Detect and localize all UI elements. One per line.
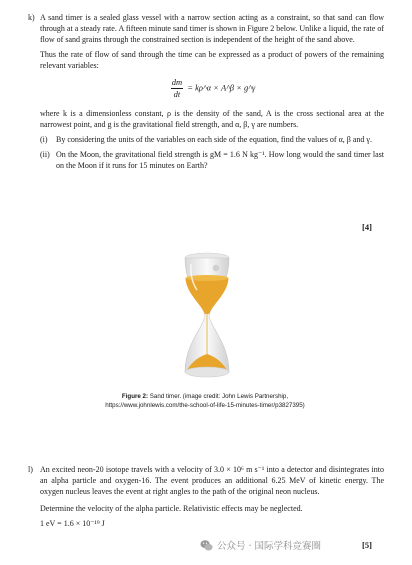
question-l-label: l) — [28, 465, 33, 474]
question-l-task: Determine the velocity of the alpha particle. Relativistic effects may be neglected. — [40, 504, 303, 513]
caption-text: Sand timer. (image credit: John Lewis Partnership, — [149, 393, 289, 400]
eq-numerator: dm — [171, 77, 183, 87]
part-ii — [40, 149, 384, 171]
question-k-intro2: Thus the rate of flow of sand through the time can be expressed as a product of powers of the remaining relevant variables: — [40, 50, 384, 70]
question-k-label: k) — [28, 13, 35, 22]
question-k-marks: [4] — [362, 222, 372, 232]
question-l — [28, 464, 384, 533]
watermark-text: 公众号 · 国际学科竞赛圈 — [217, 541, 322, 552]
question-k-intro: A sand timer is a sealed glass vessel with a narrow section acting as a constraint, so that sand can flow through at a steady rate. A fifteen minute sand timer is shown in Figure 2 below. Unlike a liquid, the rate of flow of sand grains through the constrained section is independent of the height of the sand above. — [40, 13, 384, 44]
flow-rate-equation — [40, 77, 384, 100]
part-ii-text: On the Moon, the gravitational field strength is gM = 1.6 N kg⁻¹. How long would the sand timer last on the Moon if it runs for 15 minutes on Earth? — [56, 150, 384, 170]
part-i-label: (i) — [40, 135, 48, 144]
wechat-icon — [200, 539, 213, 552]
question-l-text: An excited neon-20 isotope travels with a velocity of 3.0 × 10⁶ m s⁻¹ into a detector and disintegrates into an alpha particle and oxygen-16. The event produces an additional 6.25 MeV of kinetic energy. The oxygen nucleus leaves the event at right angles to the path of the original neon nucleus. — [40, 465, 384, 496]
caption-url[interactable]: https://www.johnlewis.com/the-school-of-life-15-minutes-timer/p3827395) — [105, 402, 305, 409]
part-i-text: By considering the units of the variables on each side of the equation, find the values of α, β and γ. — [56, 135, 372, 144]
sand-timer-image — [163, 248, 251, 384]
question-k-explanation: where k is a dimensionless constant, ρ is the density of the sand, A is the cross sectional area at the narrowest point, and g is the gravitational field strength, and α, β, γ are numbers. — [40, 109, 384, 129]
question-l-constant: 1 eV = 1.6 × 10⁻¹⁹ J — [40, 519, 105, 528]
watermark — [200, 538, 321, 552]
hourglass-icon — [163, 248, 251, 384]
figure-caption — [40, 392, 370, 410]
question-l-marks: [5] — [362, 540, 372, 550]
eq-denominator: dt — [173, 89, 181, 99]
part-i — [40, 134, 384, 145]
caption-label: Figure 2: — [121, 393, 149, 400]
question-k — [28, 12, 384, 175]
eq-fraction — [171, 77, 183, 100]
eq-rhs: = kρ^α × A^β × g^γ — [187, 82, 256, 93]
part-ii-label: (ii) — [40, 150, 50, 159]
